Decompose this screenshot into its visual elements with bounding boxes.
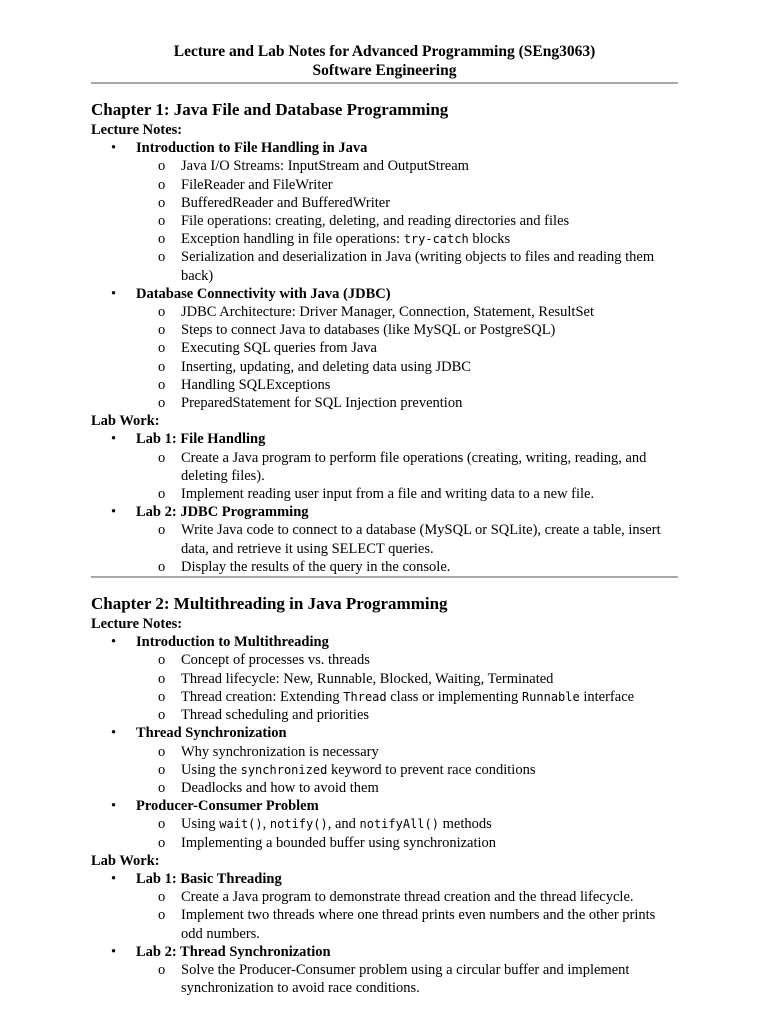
topic-item	[91, 139, 678, 285]
subtopic-text: BufferedReader and BufferedWriter	[181, 194, 391, 211]
subtopic-text: Concept of processes vs. threads	[181, 652, 370, 669]
subtopic-text: Handling SQLExceptions	[181, 376, 331, 393]
inline-code: Thread	[343, 689, 387, 704]
subtopic-text: interface	[579, 688, 635, 705]
lab-topics-list	[91, 870, 678, 997]
subtopic-text: Create a Java program to demonstrate thread creation and the thread lifecycle.	[181, 889, 634, 906]
subtopic-text: Deadlocks and how to avoid them	[181, 779, 379, 796]
subtopic-text: Implement reading user input from a file and writing data to a new file.	[181, 486, 595, 503]
subtopic-item	[91, 888, 678, 906]
lecture-topics-list	[91, 633, 678, 851]
subtopic-text: Executing SQL queries from Java	[181, 340, 377, 357]
subtopic-item	[91, 743, 678, 761]
subtopic-text: Using the	[181, 761, 241, 778]
topic-title: • Lab 1: File Handling	[91, 430, 678, 448]
subtopic-item	[91, 779, 678, 797]
lecture-topics-list	[91, 139, 678, 412]
topic-item	[91, 943, 678, 998]
subtopic-text: JDBC Architecture: Driver Manager, Connection, Statement, ResultSet	[181, 304, 594, 321]
subtopic-text: Inserting, updating, and deleting data using JDBC	[181, 358, 471, 375]
inline-code: try-catch	[403, 232, 469, 247]
subtopic-text: Implementing a bounded buffer using synchronization	[181, 834, 497, 851]
subtopic-text: Java I/O Streams: InputStream and OutputStream	[181, 158, 469, 175]
subtopic-text: class or implementing	[386, 688, 522, 705]
subtopic-item	[91, 321, 678, 339]
topic-item	[91, 503, 678, 576]
subtopic-item	[91, 558, 678, 576]
subtopic-list	[91, 157, 678, 284]
subtopic-item	[91, 176, 678, 194]
subtopic-list	[91, 303, 678, 412]
lab-work-label: Lab Work:	[91, 413, 160, 430]
subtopic-list	[91, 743, 678, 798]
subtopic-item	[91, 834, 678, 852]
subtopic-text: Solve the Producer-Consumer problem using a circular buffer and implement synchronization to avoid race conditions.	[181, 961, 630, 997]
subtopic-list	[91, 449, 678, 504]
subtopic-text: Using	[181, 816, 220, 833]
subtopic-list	[91, 961, 678, 997]
subtopic-text: Why synchronization is necessary	[181, 743, 379, 760]
subtopic-item	[91, 651, 678, 669]
subtopic-item	[91, 521, 678, 557]
subtopic-text: Implement two threads where one thread prints even numbers and the other prints odd numbers.	[181, 907, 656, 942]
topic-title: • Lab 2: JDBC Programming	[91, 503, 678, 521]
chapters-container	[91, 99, 678, 997]
subtopic-text: Create a Java program to perform file operations (creating, writing, reading, and deleting files).	[181, 449, 647, 484]
topic-title: • Introduction to Multithreading	[91, 633, 678, 651]
subtopic-item	[91, 394, 678, 412]
topic-item	[91, 797, 678, 852]
subtopic-item	[91, 706, 678, 724]
subtopic-text: keyword to prevent race conditions	[327, 761, 536, 778]
subtopic-text: methods	[438, 816, 492, 833]
topic-title: • Thread Synchronization	[91, 724, 678, 742]
subtopic-item	[91, 449, 678, 485]
chapter-section	[91, 593, 678, 997]
inline-code: wait()	[219, 817, 263, 832]
topic-item	[91, 430, 678, 503]
subtopic-item	[91, 670, 678, 688]
subtopic-item	[91, 961, 678, 997]
subtopic-item	[91, 303, 678, 321]
subtopic-item	[91, 157, 678, 175]
subtopic-text: ,	[262, 816, 270, 833]
subtopic-text: Thread lifecycle: New, Runnable, Blocked, Waiting, Terminated	[181, 670, 554, 687]
topic-item	[91, 724, 678, 797]
document-title-line-1: Lecture and Lab Notes for Advanced Programming (SEng3063)	[173, 43, 596, 60]
subtopic-text: Thread creation: Extending	[181, 688, 344, 705]
inline-code: Runnable	[521, 689, 580, 704]
subtopic-list	[91, 521, 678, 576]
subtopic-text: Steps to connect Java to databases (like MySQL or PostgreSQL)	[181, 322, 556, 339]
subtopic-item	[91, 906, 678, 942]
topic-title: • Introduction to File Handling in Java	[91, 139, 678, 157]
lecture-notes-label: Lecture Notes:	[91, 122, 183, 138]
subtopic-text: File operations: creating, deleting, and reading directories and files	[181, 213, 570, 230]
lab-work-label: Lab Work:	[91, 852, 160, 869]
document-title	[91, 42, 678, 80]
subtopic-item	[91, 212, 678, 230]
topic-title: • Lab 2: Thread Synchronization	[91, 943, 678, 961]
inline-code: notifyAll()	[359, 817, 439, 832]
subtopic-item	[91, 761, 678, 779]
subtopic-item	[91, 194, 678, 212]
subtopic-list	[91, 815, 678, 851]
inline-code: notify()	[269, 817, 328, 832]
subtopic-item	[91, 688, 678, 706]
chapter-title: Chapter 1: Java File and Database Programming	[91, 100, 449, 119]
chapter-spacer	[91, 578, 678, 593]
subtopic-item	[91, 248, 678, 284]
lecture-notes-label: Lecture Notes:	[91, 616, 183, 633]
subtopic-item	[91, 230, 678, 248]
subtopic-list	[91, 651, 678, 724]
topic-title: • Lab 1: Basic Threading	[91, 870, 678, 888]
subtopic-text: FileReader and FileWriter	[181, 176, 333, 193]
subtopic-text: PreparedStatement for SQL Injection prevention	[181, 395, 463, 412]
subtopic-text: Thread scheduling and priorities	[181, 707, 370, 724]
subtopic-text: Write Java code to connect to a database (MySQL or SQLite), create a table, insert data, and retrieve it using SELECT queries.	[181, 522, 661, 557]
topic-item	[91, 870, 678, 943]
subtopic-item	[91, 358, 678, 376]
subtopic-item	[91, 339, 678, 357]
subtopic-item	[91, 815, 678, 833]
topic-item	[91, 285, 678, 412]
chapter-title: Chapter 2: Multithreading in Java Programming	[91, 594, 448, 614]
chapter-section	[91, 99, 678, 593]
topic-title: • Database Connectivity with Java (JDBC)	[91, 285, 678, 303]
subtopic-text: Exception handling in file operations:	[181, 231, 404, 248]
subtopic-item	[91, 485, 678, 503]
document-title-line-2: Software Engineering	[312, 62, 457, 79]
subtopic-text: blocks	[468, 231, 511, 248]
document-page	[91, 42, 678, 997]
inline-code: synchronized	[240, 762, 328, 777]
subtopic-list	[91, 888, 678, 943]
subtopic-text: Display the results of the query in the console.	[181, 558, 451, 575]
topic-title: • Producer-Consumer Problem	[91, 797, 678, 815]
subtopic-item	[91, 376, 678, 394]
subtopic-text: , and	[327, 816, 360, 833]
subtopic-text: Serialization and deserialization in Java (writing objects to files and reading them back)	[181, 249, 655, 284]
topic-item	[91, 633, 678, 724]
lab-topics-list	[91, 430, 678, 576]
